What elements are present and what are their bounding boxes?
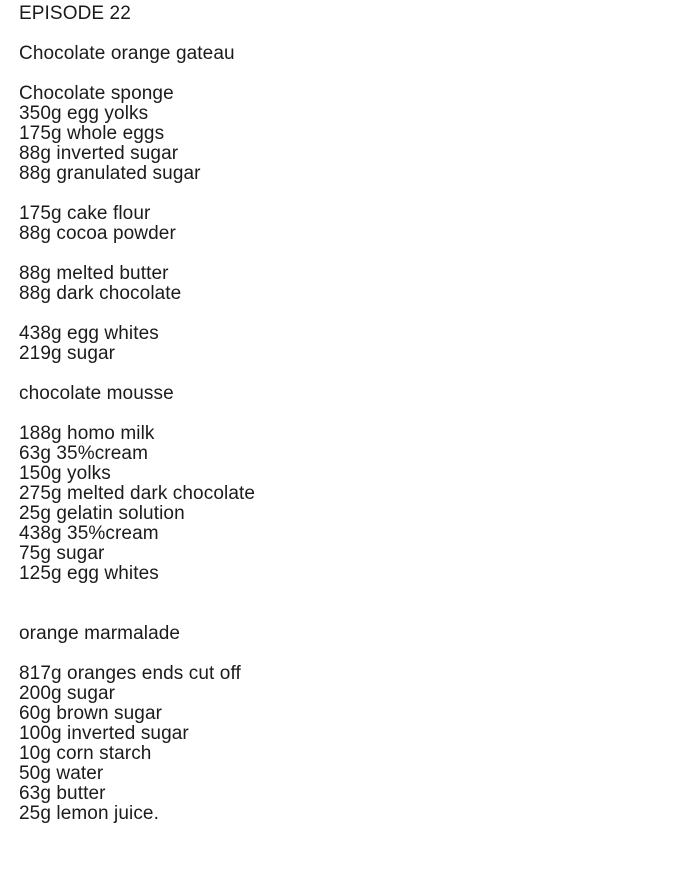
text-line: 88g inverted sugar xyxy=(19,143,179,164)
text-line: chocolate mousse xyxy=(19,383,174,404)
text-line: 25g gelatin solution xyxy=(19,503,185,524)
text-line: 25g lemon juice. xyxy=(19,803,159,824)
text-line: 88g cocoa powder xyxy=(19,223,176,244)
text-line: 10g corn starch xyxy=(19,743,152,764)
text-line: 75g sugar xyxy=(19,543,105,564)
text-line: Chocolate orange gateau xyxy=(19,43,235,64)
text-line: 175g cake flour xyxy=(19,203,151,224)
text-line: 63g 35%cream xyxy=(19,443,148,464)
text-line: EPISODE 22 xyxy=(19,3,131,24)
text-line: 219g sugar xyxy=(19,343,116,364)
text-line xyxy=(19,244,700,264)
text-line: 438g 35%cream xyxy=(19,523,159,544)
text-line xyxy=(19,404,700,424)
text-line xyxy=(19,24,700,44)
text-line xyxy=(19,184,700,204)
text-line: 350g egg yolks xyxy=(19,103,149,124)
text-line: 88g dark chocolate xyxy=(19,283,182,304)
text-line: 125g egg whites xyxy=(19,563,159,584)
text-line xyxy=(19,644,700,664)
text-line: Chocolate sponge xyxy=(19,83,174,104)
text-lines-container xyxy=(19,4,700,824)
text-line: orange marmalade xyxy=(19,623,181,644)
text-line: 150g yolks xyxy=(19,463,111,484)
text-line xyxy=(19,304,700,324)
text-line: 60g brown sugar xyxy=(19,703,163,724)
text-line: 188g homo milk xyxy=(19,423,155,444)
text-line: 175g whole eggs xyxy=(19,123,165,144)
text-line xyxy=(19,604,700,624)
text-line xyxy=(19,64,700,84)
text-line: 88g melted butter xyxy=(19,263,169,284)
text-line: 200g sugar xyxy=(19,683,116,704)
text-line xyxy=(19,584,700,604)
text-line xyxy=(19,364,700,384)
text-line: 275g melted dark chocolate xyxy=(19,483,256,504)
text-line: 88g granulated sugar xyxy=(19,163,201,184)
text-line: 817g oranges ends cut off xyxy=(19,663,241,684)
text-line: 438g egg whites xyxy=(19,323,159,344)
text-line: 50g water xyxy=(19,763,104,784)
text-line: 100g inverted sugar xyxy=(19,723,189,744)
text-line: 63g butter xyxy=(19,783,106,804)
